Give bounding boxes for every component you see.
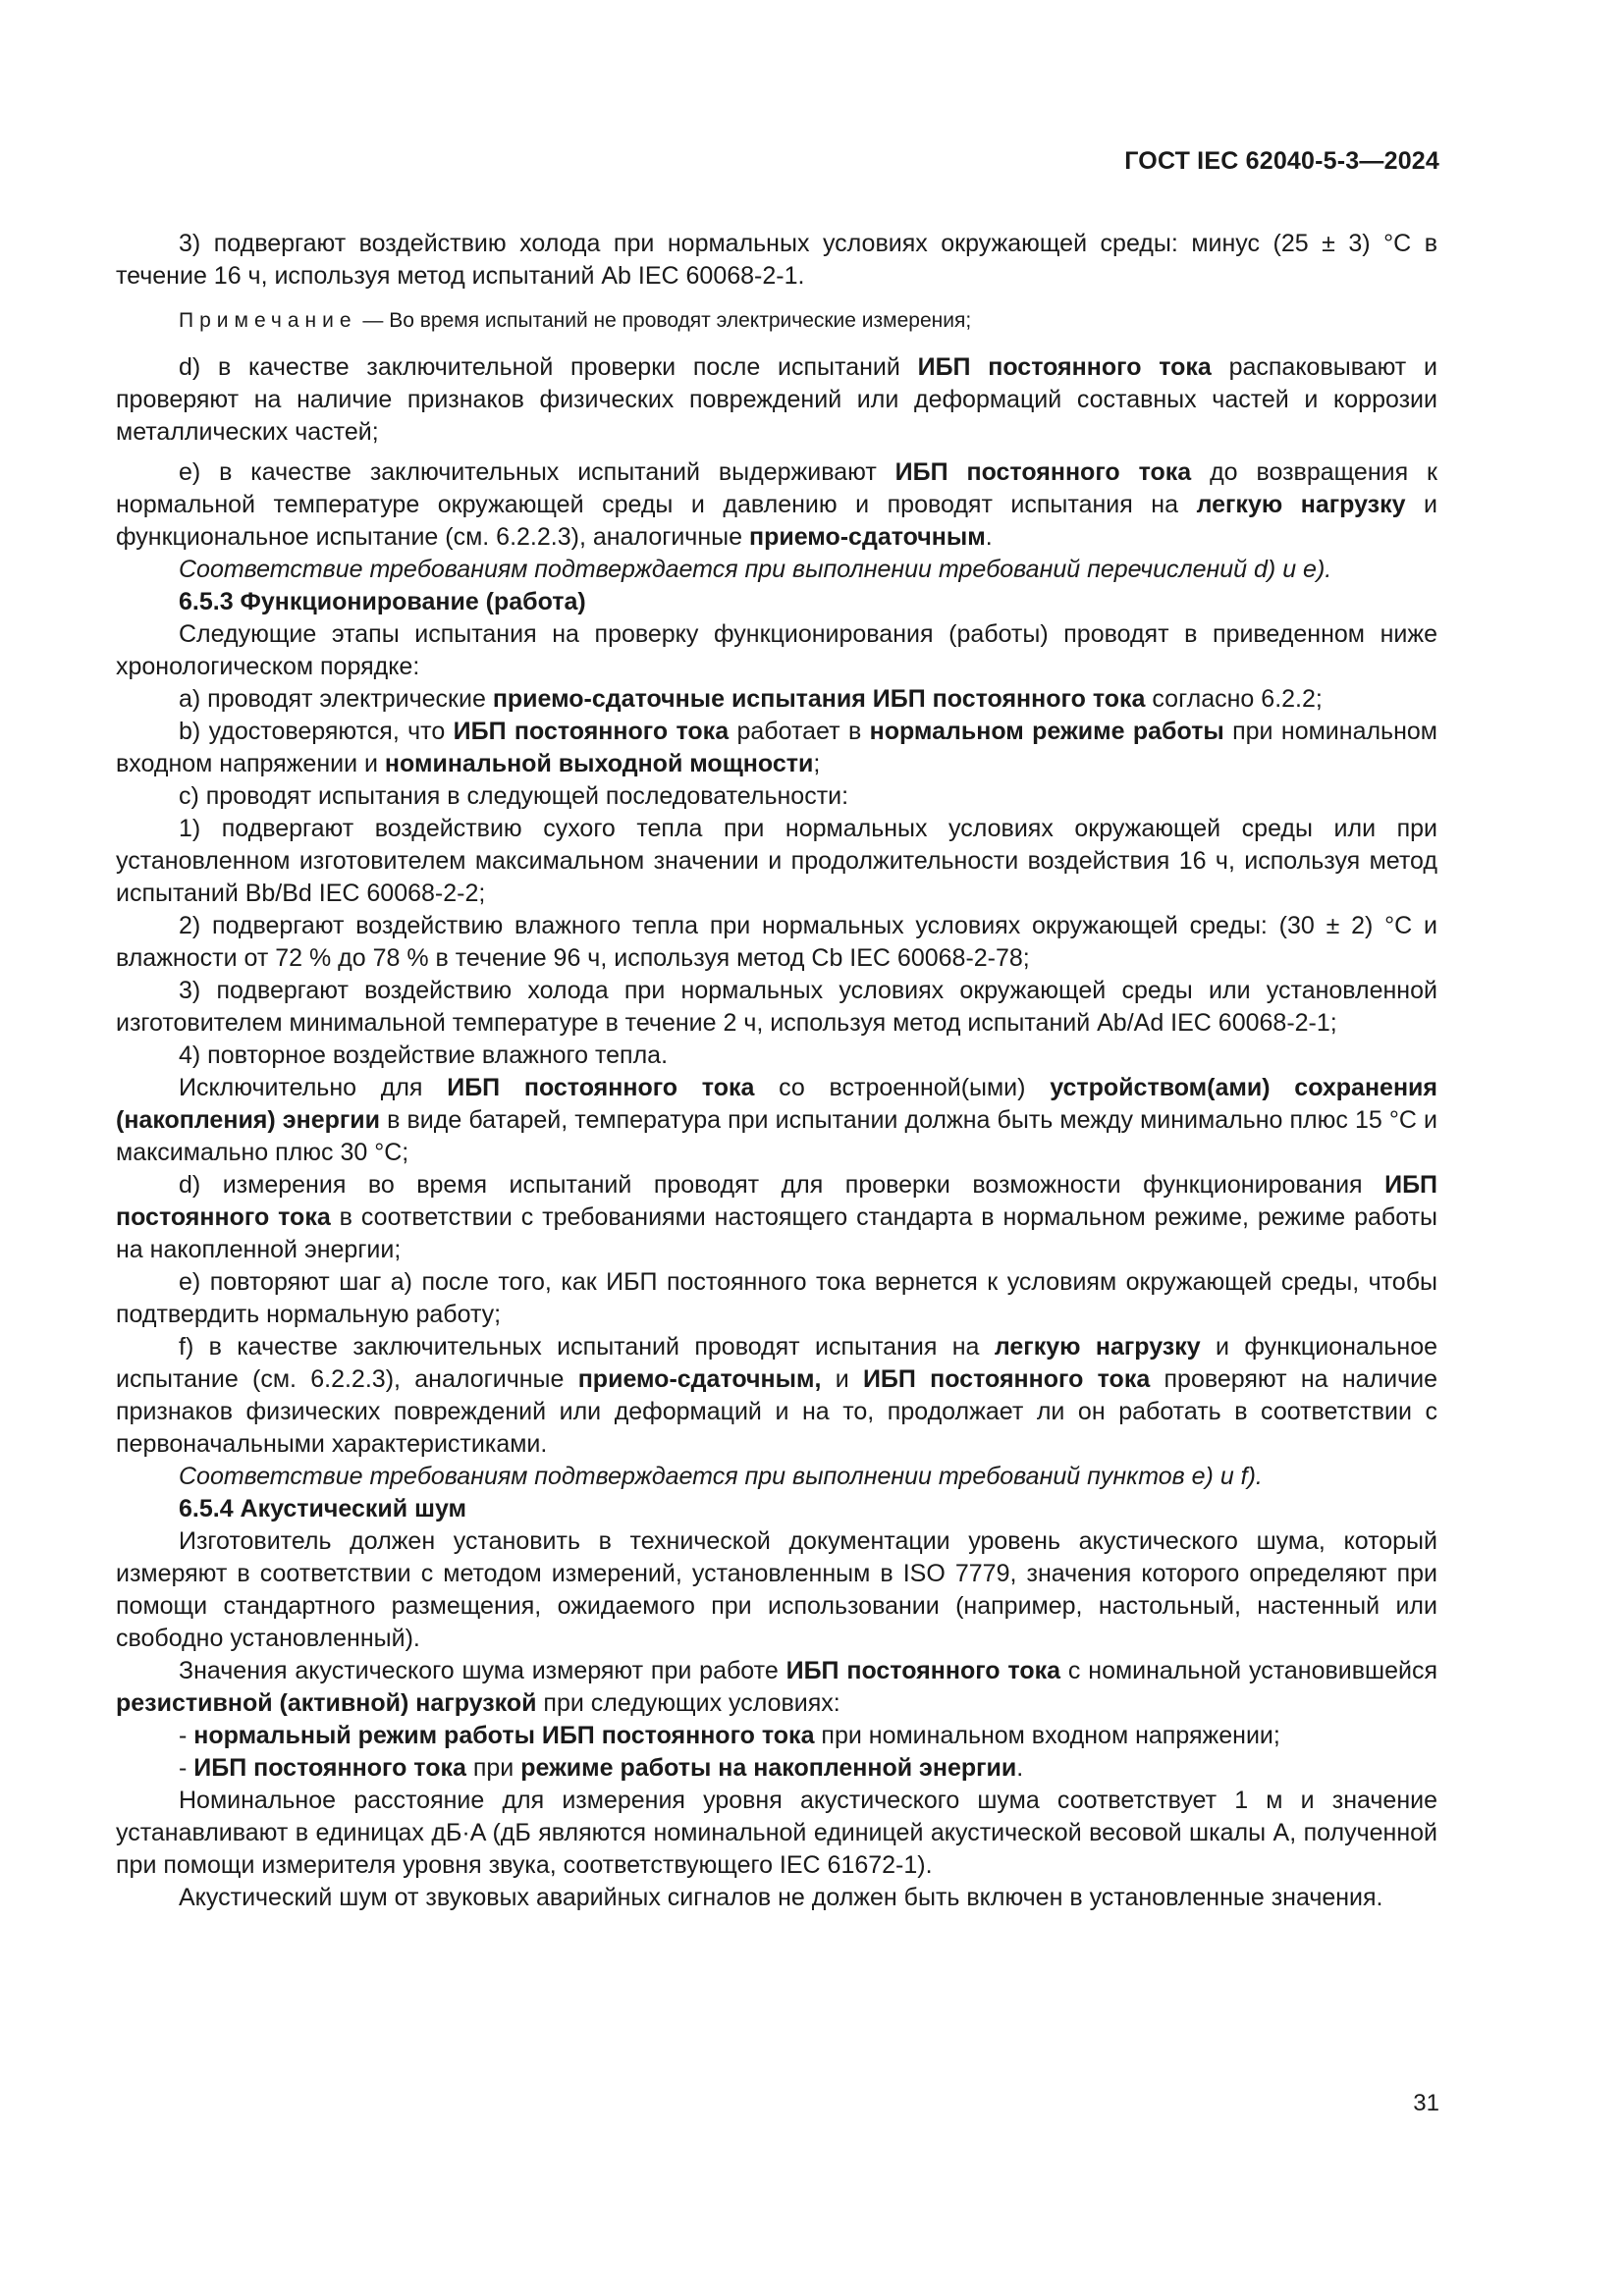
- paragraph-repeat-damp-heat: 4) повторное воздействие влажного тепла.: [179, 1041, 669, 1069]
- paragraph-cold: 3) подвергают воздействию холода при нормальных условиях окружающей среды или установленной изготовителем минимальной температуре в течение 2 ч, используя метод испытаний Ab/Ad IEC 60068-2-1;: [116, 977, 1437, 1037]
- compliance-statement-de: Соответствие требованиям подтверждается при выполнении требований перечислений d) и e).: [179, 556, 1332, 583]
- paragraph-noise-conditions: Значения акустического шума измеряют при работе ИБП постоянного тока с номинальной установившейся резистивной (активной) нагрузкой при следующих условиях:: [116, 1657, 1437, 1717]
- document-standard-id: ГОСТ IEC 62040-5-3—2024: [1124, 147, 1439, 175]
- paragraph-b-normal-mode: b) удостоверяются, что ИБП постоянного тока работает в нормальном режиме работы при номинальном входном напряжении и номинальной выходной мощности;: [116, 718, 1437, 777]
- paragraph-e-repeat-step: e) повторяют шаг a) после того, как ИБП постоянного тока вернется к условиям окружающей среды, чтобы подтвердить нормальную работу;: [116, 1268, 1437, 1328]
- paragraph-d-final-check: d) в качестве заключительной проверки после испытаний ИБП постоянного тока распаковывают и проверяют на наличие признаков физических повреждений или деформаций составных частей и коррозии металлических частей;: [116, 353, 1437, 446]
- section-heading-6-5-3: 6.5.3 Функционирование (работа): [179, 588, 586, 615]
- paragraph-e-final-tests: e) в качестве заключительных испытаний выдерживают ИБП постоянного тока до возвращения к нормальной температуре окружающей среды и давлению и проводят испытания на легкую нагрузку и функциональное испытание (см. 6.2.2.3), аналогичные приемо-сдаточным.: [116, 458, 1437, 551]
- compliance-statement-ef: Соответствие требованиям подтверждается при выполнении требований пунктов e) и f).: [179, 1463, 1263, 1490]
- paragraph-damp-heat: 2) подвергают воздействию влажного тепла при нормальных условиях окружающей среды: (30 ± 2) °C и влажности от 72 % до 78 % в течение 96 ч, используя метод Cb IEC 60068-2-78;: [116, 912, 1437, 972]
- note: [116, 306, 1437, 336]
- section-heading-6-5-4: 6.5.4 Акустический шум: [179, 1495, 467, 1522]
- paragraph-c-sequence: c) проводят испытания в следующей последовательности:: [179, 782, 849, 810]
- paragraph-battery-exception: Исключительно для ИБП постоянного тока со встроенной(ыми) устройством(ами) сохранения (накопления) энергии в виде батарей, температура при испытании должна быть между минимально плюс 15 °C и максимально плюс 30 °C;: [116, 1074, 1438, 1166]
- document-body: [116, 228, 1437, 1914]
- paragraph-alarm-exclusion: Акустический шум от звуковых аварийных сигналов не должен быть включен в установленные значения.: [179, 1884, 1383, 1911]
- paragraph-cold-test: 3) подвергают воздействию холода при нормальных условиях окружающей среды: минус (25 ± 3) °C в течение 16 ч, используя метод испытаний Ab IEC 60068-2-1.: [116, 230, 1437, 290]
- paragraph-d-measurements: d) измерения во время испытаний проводят для проверки возможности функционирования ИБП постоянного тока в соответствии с требованиями настоящего стандарта в нормальном режиме, режиме работы на накопленной энергии;: [116, 1171, 1437, 1263]
- list-item-stored-energy: - ИБП постоянного тока при режиме работы на накопленной энергии.: [179, 1754, 1024, 1782]
- paragraph-f-final-tests: f) в качестве заключительных испытаний проводят испытания на легкую нагрузку и функциональное испытание (см. 6.2.2.3), аналогичные приемо-сдаточным, и ИБП постоянного тока проверяют на наличие признаков физических повреждений или деформаций и на то, продолжает ли он работать в соответствии с первоначальными характеристиками.: [116, 1333, 1438, 1458]
- page-number: 31: [1413, 2090, 1439, 2116]
- list-item-normal-mode: - нормальный режим работы ИБП постоянного тока при номинальном входном напряжении;: [179, 1722, 1280, 1749]
- note-text: — Во время испытаний не проводят электрические измерения;: [356, 309, 972, 332]
- paragraph-noise-documentation: Изготовитель должен установить в технической документации уровень акустического шума, который измеряют в соответствии с методом измерений, установленным в ISO 7779, значения которого определяют при помощи стандартного размещения, ожидаемого при использовании (например, настольный, настенный или свободно установленный).: [116, 1527, 1437, 1652]
- paragraph-noise-distance: Номинальное расстояние для измерения уровня акустического шума соответствует 1 м и значение устанавливают в единицах дБ·A (дБ являются номинальной единицей акустической весовой шкалы A, полученной при помощи измерителя уровня звука, соответствующего IEC 61672-1).: [116, 1787, 1437, 1879]
- note-label: Примечание: [179, 309, 357, 332]
- paragraph-dry-heat: 1) подвергают воздействию сухого тепла при нормальных условиях окружающей среды или при установленном изготовителем максимальном значении и продолжительности воздействия 16 ч, используя метод испытаний Bb/Bd IEC 60068-2-2;: [116, 815, 1437, 907]
- paragraph-a-acceptance: a) проводят электрические приемо-сдаточные испытания ИБП постоянного тока согласно 6.2.2;: [179, 685, 1323, 713]
- paragraph-test-order: Следующие этапы испытания на проверку функционирования (работы) проводят в приведенном ниже хронологическом порядке:: [116, 620, 1437, 680]
